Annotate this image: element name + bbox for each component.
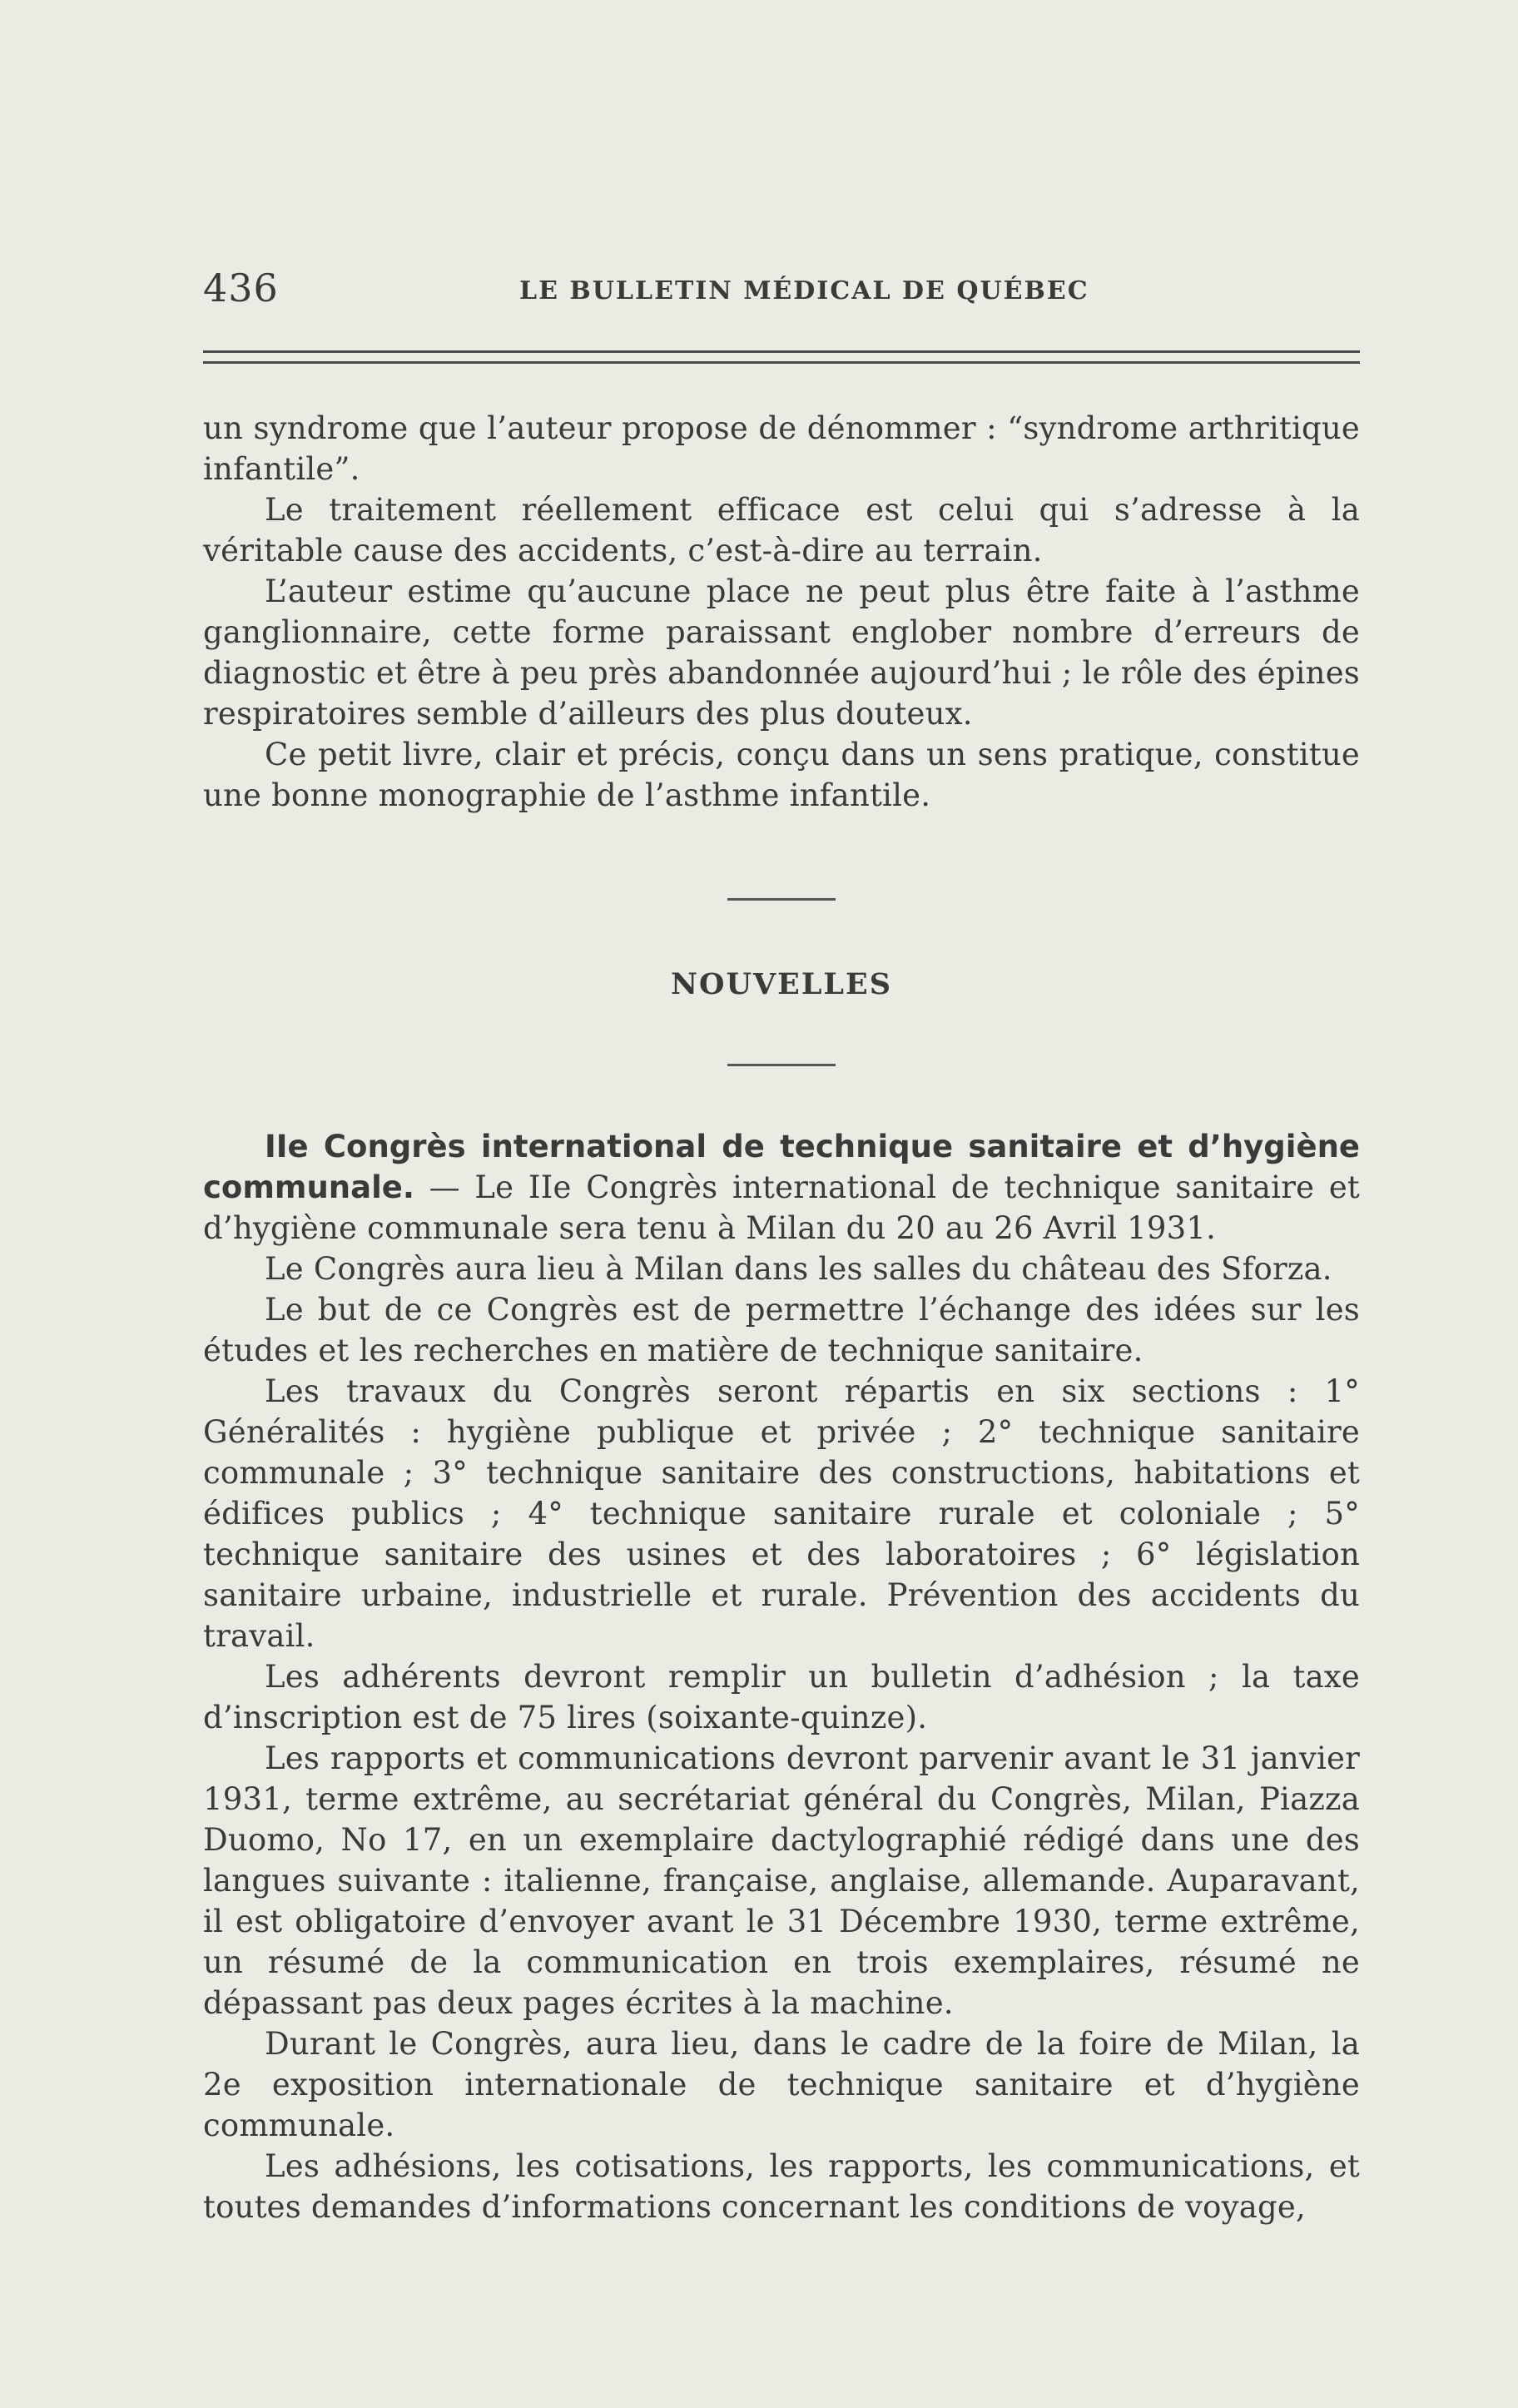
paragraph: un syndrome que l’auteur propose de dénommer : “syndrome arthritique infantile”. <box>203 410 1360 487</box>
paragraph: Durant le Congrès, aura lieu, dans le cadre de la foire de Milan, la 2e exposition internationale de technique sanitaire et d’hygiène communale. <box>203 2026 1360 2143</box>
paragraph: L’auteur estime qu’aucune place ne peut plus être faite à l’asthme ganglionnaire, cette forme paraissant englober nombre d’erreurs de diagnostic et être à peu près abandonnée aujourd’hui ; le rôle des épines respiratoires semble d’ailleurs des plus douteux. <box>203 573 1360 732</box>
news-lead-paragraph <box>203 1126 1360 1249</box>
paragraph: Le Congrès aura lieu à Milan dans les salles du château des Sforza. <box>265 1251 1332 1287</box>
section-title: NOUVELLES <box>670 967 892 1001</box>
paragraph: Les adhérents devront remplir un bulletin d’adhésion ; la taxe d’inscription est de 75 lires (soixante-quinze). <box>203 1659 1360 1735</box>
page-number: 436 <box>203 266 279 310</box>
page-header <box>203 255 1360 321</box>
news-lead-text: — Le IIe Congrès international de technique sanitaire et d’hygiène communale sera tenu à Milan du 20 au 26 Avril 1931. <box>203 1169 1360 1246</box>
paragraph: Ce petit livre, clair et précis, conçu dans un sens pratique, constitue une bonne monographie de l’asthme infantile. <box>203 737 1360 813</box>
paragraph: Les adhésions, les cotisations, les rapports, les communications, et toutes demandes d’informations concernant les conditions de voyage, <box>203 2148 1360 2225</box>
paragraph: Les rapports et communications devront parvenir avant le 31 janvier 1931, terme extrême, au secrétariat général du Congrès, Milan, Piazza Duomo, No 17, en un exemplaire dactylographié rédigé dans une des langues suivante : italienne, française, anglaise, allemande. Auparavant, il est obligatoire d’envoyer avant le 31 Décembre 1930, terme extrême, un résumé de la communication en trois exemplaires, résumé ne dépassant pas deux pages écrites à la machine. <box>203 1740 1360 2021</box>
paragraph: Le traitement réellement efficace est celui qui s’adresse à la véritable cause des accidents, c’est-à-dire au terrain. <box>203 492 1360 568</box>
running-title: LE BULLETIN MÉDICAL DE QUÉBEC <box>519 276 1089 305</box>
header-rule-bottom <box>203 361 1360 364</box>
section-divider <box>727 1064 836 1066</box>
paragraph: Les travaux du Congrès seront répartis en six sections : 1° Généralités : hygiène publique et privée ; 2° technique sanitaire communale ; 3° technique sanitaire des constructions, habitations et édifices publics ; 4° technique sanitaire rurale et coloniale ; 5° technique sanitaire des usines et des laboratoires ; 6° législation sanitaire urbaine, industrielle et rurale. Prévention des accidents du travail. <box>203 1373 1360 1654</box>
section-divider <box>727 898 836 901</box>
paragraph: Le but de ce Congrès est de permettre l’échange des idées sur les études et les recherches en matière de technique sanitaire. <box>203 1292 1360 1368</box>
header-rule-top <box>203 350 1360 353</box>
body-text <box>203 408 1360 2227</box>
news-lead-title: IIe Congrès international de technique sanitaire et d’hygiène communale. <box>203 1129 1360 1205</box>
